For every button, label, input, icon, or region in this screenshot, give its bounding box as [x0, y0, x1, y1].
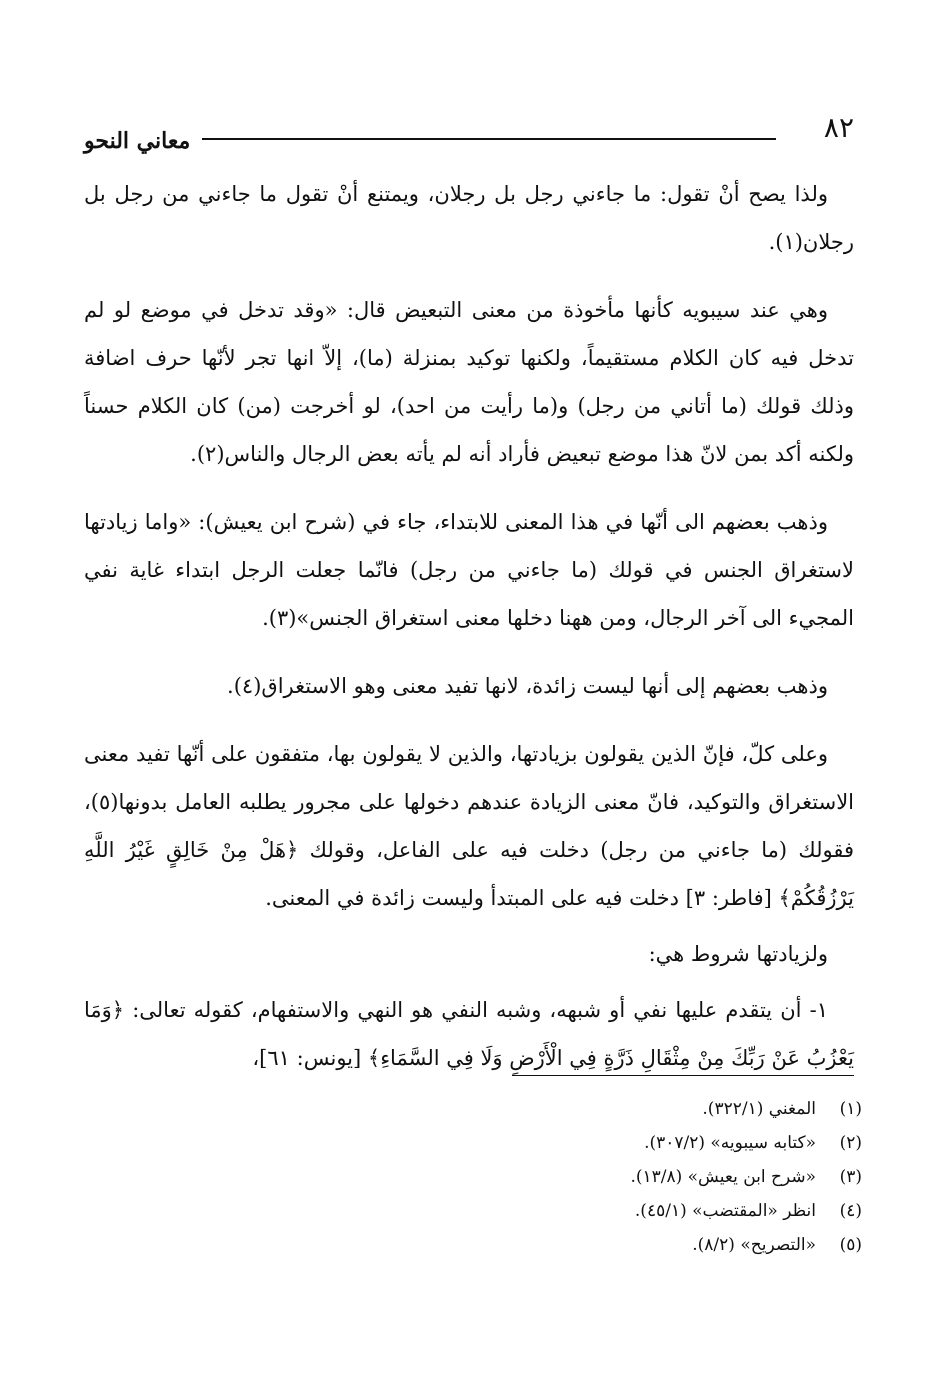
footnote	[222, 1092, 862, 1126]
page-number: ٨٢	[823, 111, 854, 144]
main-text	[84, 170, 854, 1102]
paragraph: ولذا يصح أنْ تقول: ما جاءني رجل بل رجلان، ويمتنع أنْ تقول ما جاءني من رجل بل رجلان(١).	[84, 182, 854, 254]
footnotes	[222, 1092, 862, 1262]
page-header	[84, 108, 854, 158]
footnote-text: المغني (٣٢٢/١).	[702, 1099, 816, 1119]
footnote-text: «التصريح» (٨/٢).	[692, 1235, 816, 1255]
paragraph: ولزيادتها شروط هي:	[648, 942, 828, 966]
footnote-number: (٢)	[839, 1133, 862, 1153]
paragraph: وذهب بعضهم الى أنّها في هذا المعنى للابتداء، جاء في (شرح ابن يعيش): «واما زيادتها لاستغراق الجنس في قولك (ما جاءني من رجل) فانّما جعلت الرجل ابتداء غاية نفي المجيء الى آخر الرجال، ومن ههنا دخلها معنى استغراق الجنس»(٣).	[84, 510, 854, 630]
footnote-number: (٤)	[839, 1201, 862, 1221]
running-title: معاني النحو	[84, 128, 191, 154]
footnote-text: انظر «المقتضب» (٤٥/١).	[634, 1201, 816, 1221]
footnote-rule	[512, 1075, 854, 1076]
footnote	[222, 1194, 862, 1228]
footnote	[222, 1228, 862, 1262]
footnote-number: (٣)	[839, 1167, 862, 1187]
footnote-number: (٥)	[839, 1235, 862, 1255]
footnote-text: «كتابه سيبويه» (٣٠٧/٢).	[644, 1133, 816, 1153]
footnote	[222, 1160, 862, 1194]
paragraph: ١- أن يتقدم عليها نفي أو شبهه، وشبه النفي هو النهي والاستفهام، كقوله تعالى: ﴿وَمَا يَعْزُبُ عَنْ رَبِّكَ مِنْ مِثْقَالِ ذَرَّةٍ فِي الْأَرْضِ وَلَا فِي السَّمَاءِ﴾ [يونس: ٦١]،	[84, 998, 854, 1070]
paragraph: وذهب بعضهم إلى أنها ليست زائدة، لانها تفيد معنى وهو الاستغراق(٤).	[227, 674, 828, 698]
paragraph: وهي عند سيبويه كأنها مأخوذة من معنى التبعيض قال: «وقد تدخل في موضع لو لم تدخل فيه كان الكلام مستقيماً، ولكنها توكيد بمنزلة (ما)، إلاّ انها تجر لأنّها حرف اضافة وذلك قولك (ما أتاني من رجل) و(ما رأيت من احد)، لو أخرجت (من) كان الكلام حسناً ولكنه أكد بمن لانّ هذا موضع تبعيض فأراد أنه لم يأته بعض الرجال والناس(٢).	[84, 298, 855, 466]
footnote-text: «شرح ابن يعيش» (١٣/٨).	[630, 1167, 816, 1187]
footnote	[222, 1126, 862, 1160]
footnote-number: (١)	[839, 1099, 862, 1119]
paragraph: وعلى كلّ، فإنّ الذين يقولون بزيادتها، والذين لا يقولون بها، متفقون على أنّها تفيد معنى الاستغراق والتوكيد، فانّ معنى الزيادة عندهم دخولها على مجرور يطلبه العامل بدونها(٥)، فقولك (ما جاءني من رجل) دخلت فيه على الفاعل، وقولك ﴿هَلْ مِنْ خَالِقٍ غَيْرُ اللَّهِ يَرْزُقُكُمْ﴾ [فاطر: ٣] دخلت فيه على المبتدأ وليست زائدة في المعنى.	[84, 742, 854, 910]
header-rule	[202, 138, 776, 140]
